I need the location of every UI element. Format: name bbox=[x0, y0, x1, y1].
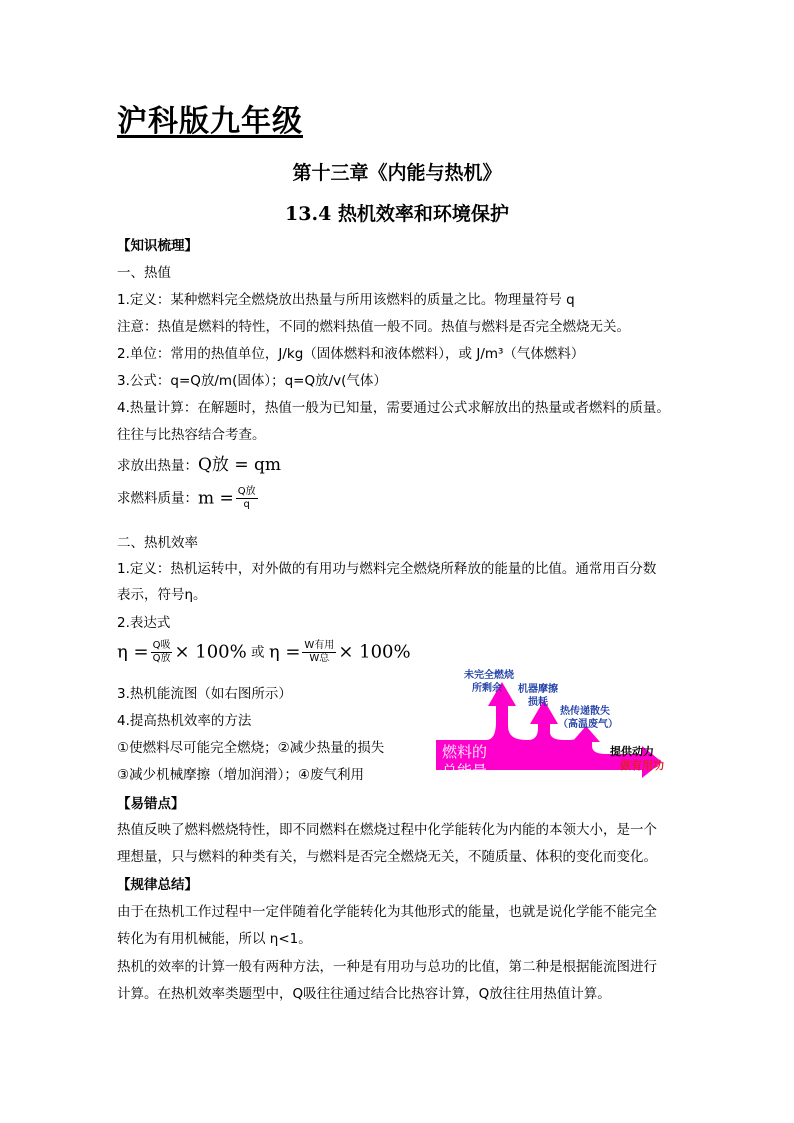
times-2: × 100% bbox=[338, 641, 411, 663]
mass-numerator: Q放 bbox=[237, 486, 256, 497]
part1-title: 一、热值 bbox=[117, 265, 171, 281]
summary-line-4: 计算。在热机效率类题型中，Q吸往往通过结合比热容计算，Q放往往用热值计算。 bbox=[117, 986, 611, 1002]
fraction-2-numerator: W有用 bbox=[304, 640, 335, 651]
eta-2: η = bbox=[268, 641, 301, 663]
loss1-label-2: 所剩余 bbox=[472, 683, 502, 694]
mass-lhs: m = bbox=[198, 488, 234, 509]
part2-title: 二、热机效率 bbox=[117, 535, 198, 551]
summary-line-1: 由于在热机工作过程中一定伴随着化学能转化为其他形式的能量，也就是说化学能不能完全 bbox=[117, 904, 657, 920]
efficiency-def-1: 1.定义：热机运转中，对外做的有用功与燃料完全燃烧所释放的能量的比值。通常用百分数 bbox=[117, 561, 657, 577]
heat-formula-row bbox=[117, 455, 281, 476]
chapter-title: 第十三章《内能与热机》 bbox=[292, 162, 502, 184]
source-label-2: 总能量 bbox=[442, 762, 488, 780]
mistakes-heading: 【易错点】 bbox=[117, 796, 185, 812]
mistakes-line-2: 理想量，只与燃料的种类有关，与燃料是否完全燃烧无关，不随质量、体积的变化而变化。 bbox=[117, 849, 657, 865]
formula-line: 3.公式：q=Q放/m(固体）；q=Q放/v(气体） bbox=[117, 373, 387, 389]
section-title: 13.4 热机效率和环境保护 bbox=[285, 203, 509, 225]
knowledge-heading: 【知识梳理】 bbox=[117, 238, 198, 254]
summary-line-2: 转化为有用机械能，所以 η<1。 bbox=[117, 931, 312, 947]
source-label-1: 燃料的 bbox=[442, 743, 488, 761]
loss1-label-1: 未完全燃烧 bbox=[464, 670, 514, 681]
improve-title: 4.提高热机效率的方法 bbox=[117, 713, 252, 729]
output-label-1: 提供动力 bbox=[610, 745, 654, 758]
loss2-label-1: 机器摩擦 bbox=[518, 684, 558, 695]
mass-formula-row bbox=[117, 486, 260, 511]
page-title: 沪科版九年级 bbox=[117, 104, 303, 139]
improve-line-1: ①使燃料尽可能完全燃烧；②减少热量的损失 bbox=[117, 740, 385, 756]
fraction-1 bbox=[151, 640, 173, 665]
unit-line: 2.单位：常用的热值单位，J/kg（固体燃料和液体燃料），或 J/m³（气体燃料） bbox=[117, 346, 585, 362]
mistakes-line-1: 热值反映了燃料燃烧特性，即不同燃料在燃烧过程中化学能转化为内能的本领大小，是一个 bbox=[117, 822, 657, 838]
expression-title: 2.表达式 bbox=[117, 615, 171, 631]
output-label-2: 做有用功 bbox=[620, 759, 664, 772]
or-word: 或 bbox=[251, 644, 265, 661]
definition-line: 1.定义：某种燃料完全燃烧放出热量与所用该燃料的质量之比。物理量符号 q bbox=[117, 292, 575, 308]
loss2-label-2: 损耗 bbox=[528, 697, 548, 708]
fraction-1-denominator: Q放 bbox=[152, 653, 171, 664]
improve-line-2: ③减少机械摩擦（增加润滑）；④废气利用 bbox=[117, 767, 364, 783]
efficiency-def-2: 表示，符号η。 bbox=[117, 587, 207, 603]
summary-heading: 【规律总结】 bbox=[117, 877, 198, 893]
heat-label: 求放出热量： bbox=[117, 458, 198, 474]
calc-line-1: 4.热量计算：在解题时，热值一般为已知量，需要通过公式求解放出的热量或者燃料的质量。 bbox=[117, 400, 670, 416]
mass-label: 求燃料质量： bbox=[117, 490, 198, 507]
mass-fraction bbox=[236, 486, 258, 511]
efficiency-formula-row bbox=[117, 640, 411, 665]
fraction-1-numerator: Q吸 bbox=[152, 640, 171, 651]
fraction-2 bbox=[302, 640, 336, 665]
flow-title: 3.热机能流图（如右图所示） bbox=[117, 686, 292, 702]
loss3-label-2: （高温废气） bbox=[558, 719, 618, 730]
note-line: 注意：热值是燃料的特性，不同的燃料热值一般不同。热值与燃料是否完全燃烧无关。 bbox=[117, 319, 630, 335]
times-1: × 100% bbox=[174, 641, 247, 663]
energy-flow-diagram bbox=[432, 662, 672, 802]
eta-1: η = bbox=[117, 641, 149, 663]
calc-line-2: 往往与比热容结合考查。 bbox=[117, 427, 266, 443]
mass-denominator: q bbox=[243, 499, 250, 510]
fraction-2-denominator: W总 bbox=[309, 653, 330, 664]
heat-formula: Q放 = qm bbox=[198, 455, 281, 475]
loss3-label-1: 热传递散失 bbox=[560, 706, 610, 717]
summary-line-3: 热机的效率的计算一般有两种方法，一种是有用功与总功的比值，第二种是根据能流图进行 bbox=[117, 959, 657, 975]
